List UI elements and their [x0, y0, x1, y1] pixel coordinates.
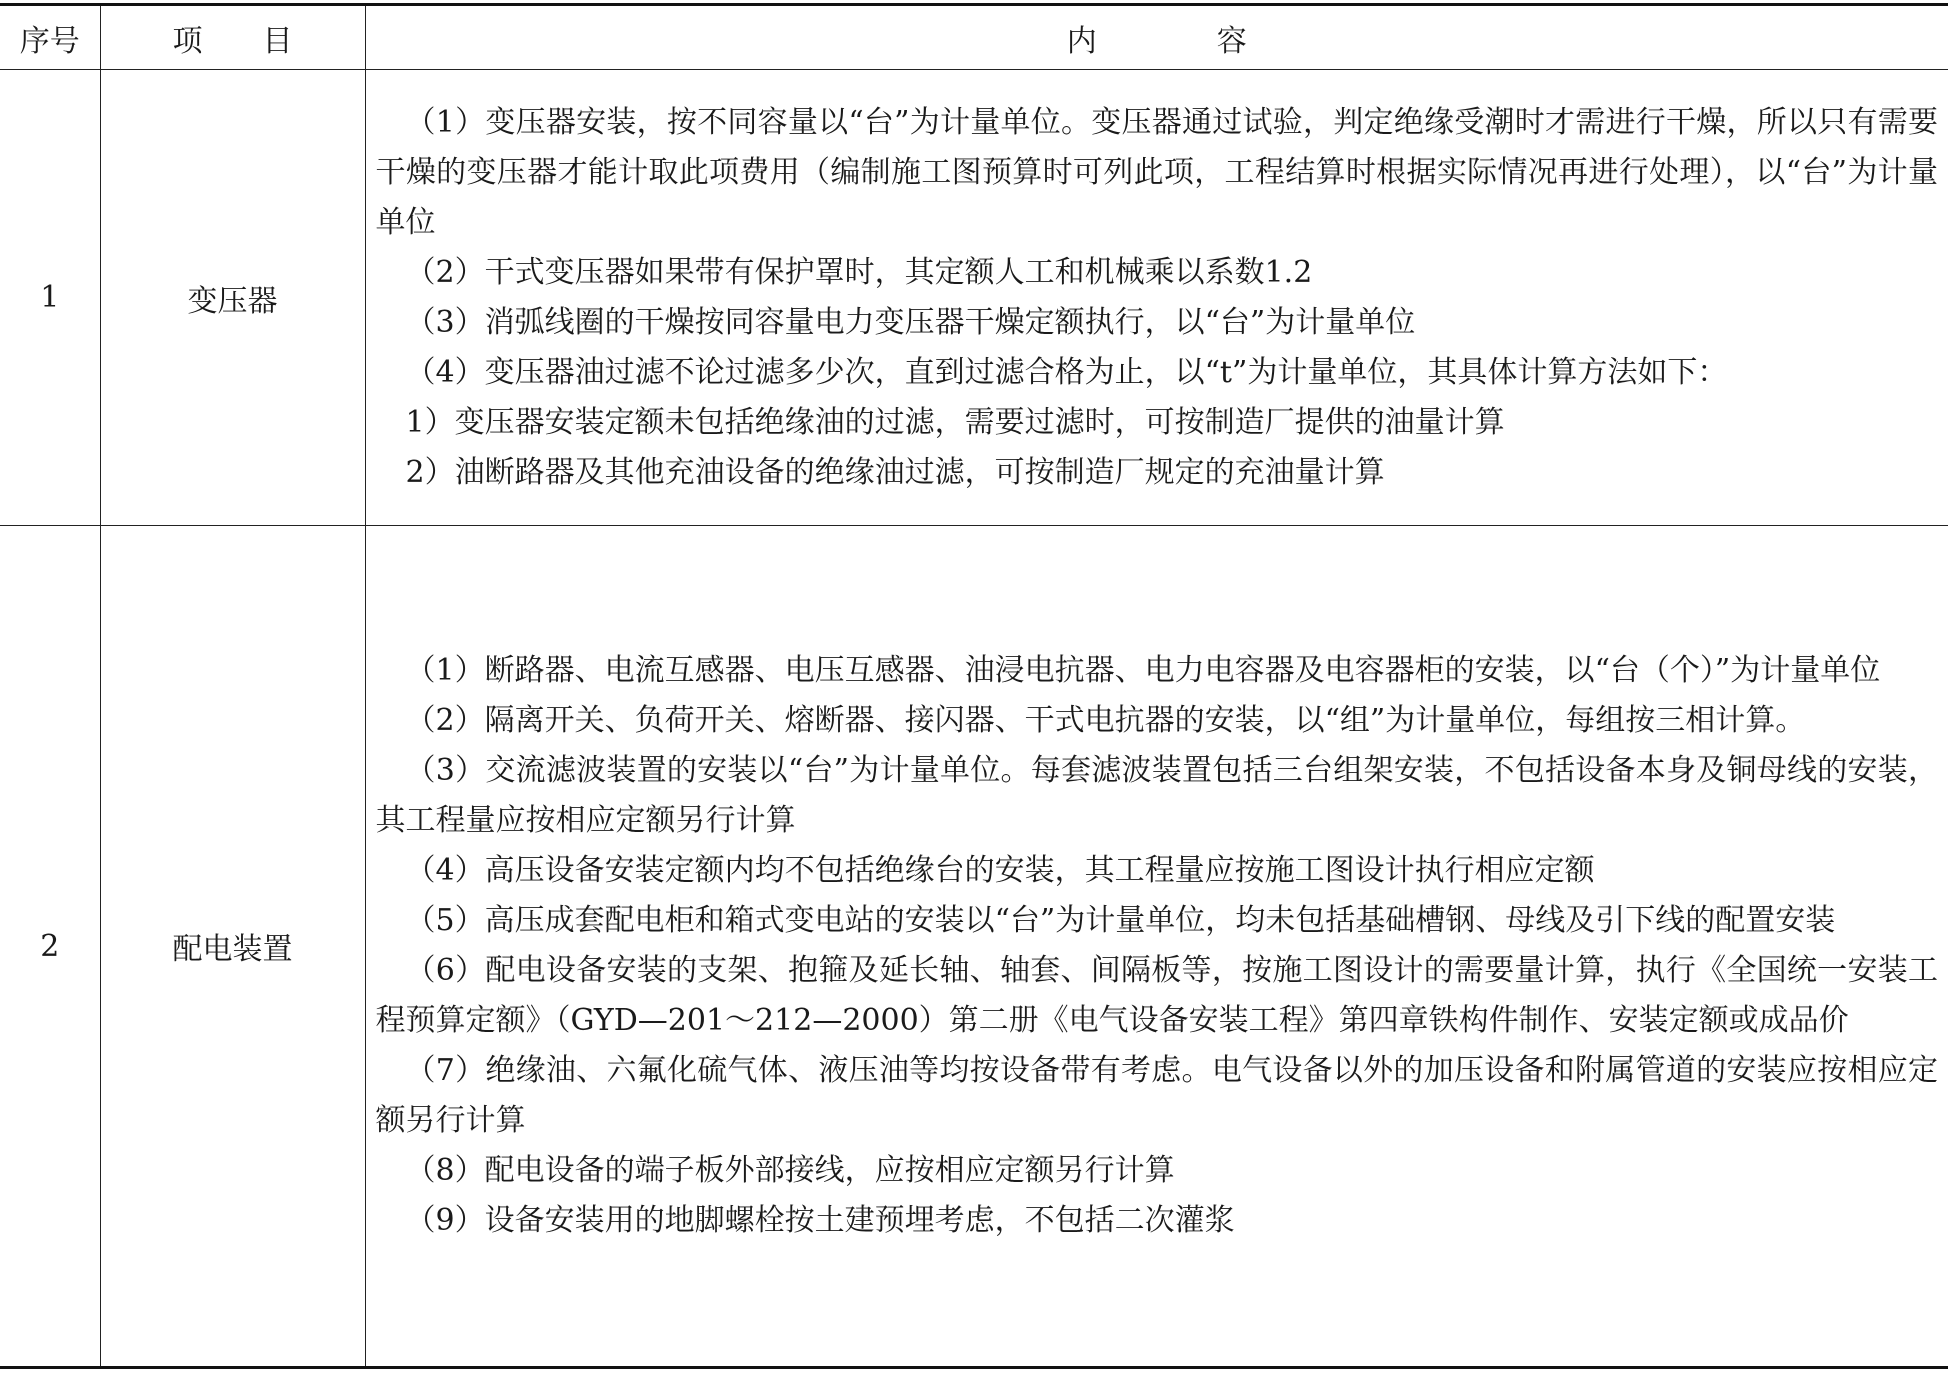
- content-subline: 2）油断路器及其他充油设备的绝缘油过滤，可按制造厂规定的充油量计算: [405, 454, 1385, 490]
- content-line: （8）配电设备的端子板外部接线，应按相应定额另行计算: [405, 1153, 1175, 1188]
- row-item-name: 配电装置: [100, 526, 365, 1368]
- content-line: （4）高压设备安装定额内均不包括绝缘台的安装，其工程量应按施工图设计执行相应定额: [405, 853, 1595, 888]
- content-line: （3）消弧线圈的干燥按同容量电力变压器干燥定额执行，以“台”为计量单位: [405, 304, 1416, 340]
- table-row: [0, 526, 1948, 1368]
- row-content: [365, 526, 1948, 1368]
- content-line: （5）高压成套配电柜和箱式变电站的安装以“台”为计量单位，均未包括基础槽钢、母线及引下线的配置安装: [405, 903, 1836, 938]
- header-content: 内 容: [365, 5, 1948, 70]
- content-line: （7）绝缘油、六氟化硫气体、液压油等均按设备带有考虑。电气设备以外的加压设备和附属管道的安装应按相应定额另行计算: [375, 1053, 1938, 1138]
- table-row: [0, 70, 1948, 526]
- content-line: （6）配电设备安装的支架、抱箍及延长轴、轴套、间隔板等，按施工图设计的需要量计算，执行《全国统一安装工程预算定额》（GYD—201～212—2000）第二册《电气设备安装工程》第四章铁构件制作、安装定额或成品价: [375, 953, 1938, 1038]
- row-content: [365, 70, 1948, 526]
- header-item: 项 目: [100, 5, 365, 70]
- content-line: （4）变压器油过滤不论过滤多少次，直到过滤合格为止，以“t”为计量单位，其具体计算方法如下：: [405, 354, 1728, 390]
- row-serial-number: 2: [0, 526, 100, 1368]
- content-line: （2）隔离开关、负荷开关、熔断器、接闪器、干式电抗器的安装，以“组”为计量单位，每组按三相计算。: [405, 703, 1806, 738]
- row-serial-number: 1: [0, 70, 100, 526]
- content-line: （3）交流滤波装置的安装以“台”为计量单位。每套滤波装置包括三台组架安装，不包括设备本身及铜母线的安装，其工程量应按相应定额另行计算: [375, 753, 1938, 838]
- header-serial-number: 序号: [0, 5, 100, 70]
- content-line: （1）断路器、电流互感器、电压互感器、油浸电抗器、电力电容器及电容器柜的安装，以“台（个）”为计量单位: [405, 653, 1881, 688]
- row-item-name: 变压器: [100, 70, 365, 526]
- content-line: （9）设备安装用的地脚螺栓按土建预埋考虑，不包括二次灌浆: [405, 1203, 1235, 1238]
- specification-table: [0, 3, 1948, 1369]
- table-header-row: [0, 5, 1948, 70]
- content-line: （1）变压器安装，按不同容量以“台”为计量单位。变压器通过试验，判定绝缘受潮时才需进行干燥，所以只有需要干燥的变压器才能计取此项费用（编制施工图预算时可列此项，工程结算时根据实际情况再进行处理），以“台”为计量单位: [375, 104, 1938, 240]
- content-line: （2）干式变压器如果带有保护罩时，其定额人工和机械乘以系数1.2: [405, 254, 1313, 290]
- content-subline: 1）变压器安装定额未包括绝缘油的过滤，需要过滤时，可按制造厂提供的油量计算: [405, 404, 1505, 440]
